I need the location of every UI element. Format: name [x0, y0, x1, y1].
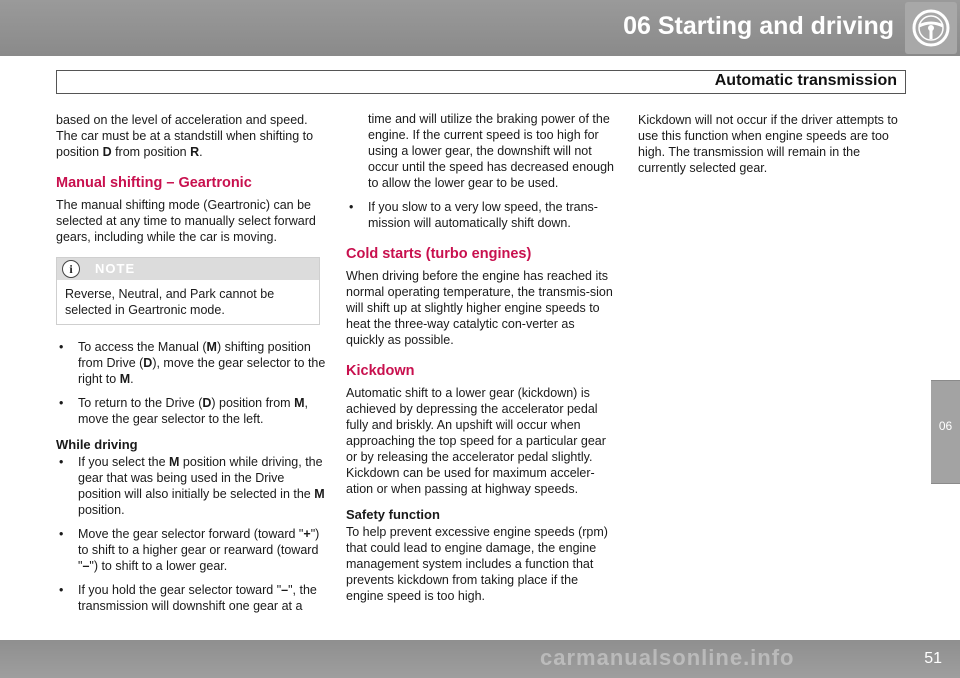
- header-bar: [0, 0, 960, 56]
- kickdown-paragraph: Automatic shift to a lower gear (kickdown) is achieved by depressing the accelerator pedal fully and briskly. An upshift will occur when approaching the top speed for a particular gear or by releasing the accelerator pedal slightly. Kickdown can be used for maximum acceler-ation or when passing at highway speeds.: [346, 386, 606, 496]
- chapter-title: 06 Starting and driving: [623, 12, 894, 40]
- intro-paragraph: [56, 112, 326, 160]
- heading-manual-shifting: Manual shifting – Geartronic: [56, 175, 252, 191]
- heading-safety-function: Safety function: [346, 507, 440, 522]
- steering-wheel-icon: [911, 8, 951, 48]
- note-box: [56, 257, 320, 325]
- heading-kickdown: Kickdown: [346, 363, 415, 379]
- note-text: Reverse, Neutral, and Park cannot be selected in Geartronic mode.: [65, 287, 275, 317]
- gear-m: M: [119, 372, 131, 386]
- text: position.: [78, 503, 125, 517]
- list-item: [56, 339, 326, 387]
- minus-symbol: –: [82, 559, 90, 573]
- bullet-icon: •: [349, 200, 354, 214]
- bullet-icon: •: [59, 527, 64, 541]
- intro-end: .: [199, 145, 203, 159]
- text: To return to the Drive (: [78, 396, 203, 410]
- heading-while-driving: While driving: [56, 437, 138, 452]
- kickdown-limit-paragraph: Kickdown will not occur if the driver attempts to use this function when engine speeds are too high. The transmission will remain in the currently selected gear.: [638, 113, 898, 175]
- list-item: [56, 582, 326, 614]
- note-header: [57, 258, 319, 280]
- text: If you select the: [78, 455, 170, 469]
- text: ), move the gear selector to the right to: [78, 356, 326, 386]
- list-item-continued: [346, 111, 616, 191]
- minus-symbol: –: [281, 583, 289, 597]
- gear-d: D: [202, 396, 212, 410]
- column-3: [638, 112, 908, 184]
- intro-mid: from position: [111, 145, 191, 159]
- text: If you hold the gear selector toward ": [78, 583, 282, 597]
- text: , move the gear selector to the left.: [78, 396, 308, 426]
- watermark: carmanualsonline.info: [540, 645, 795, 670]
- plus-symbol: +: [303, 527, 311, 541]
- text: Move the gear selector forward (toward ": [78, 527, 304, 541]
- gear-m: M: [206, 340, 217, 354]
- text: ") to shift to a higher gear or rearward (toward ": [78, 527, 320, 573]
- text: ) position from: [211, 396, 295, 410]
- note-label: NOTE: [95, 261, 136, 276]
- column-1: [56, 112, 326, 622]
- list-item: [56, 395, 326, 427]
- list-item: [56, 454, 326, 518]
- gear-m: M: [169, 455, 180, 469]
- manual-paragraph: The manual shifting mode (Geartronic) can be selected at any time to manually select forward gears, including while the car is moving.: [56, 198, 316, 244]
- safety-paragraph: To help prevent excessive engine speeds (rpm) that could lead to engine damage, the engine management system includes a function that prevents kickdown from taking place if the engine speed is too high.: [346, 525, 608, 603]
- chapter-side-tab: [931, 380, 960, 484]
- gear-d: D: [102, 145, 112, 159]
- footer-bar: [0, 640, 960, 678]
- bullet-icon: •: [59, 396, 64, 410]
- text: time and will utilize the braking power of the engine. If the current speed is too high for using a lower gear, the downshift will not occur until the speed has decreased enough to allow the lower gear to be used.: [368, 112, 615, 190]
- gear-m: M: [314, 487, 325, 501]
- text: .: [130, 372, 134, 386]
- text: ") to shift to a lower gear.: [89, 559, 228, 573]
- list-item: [56, 526, 326, 574]
- info-icon: i: [62, 260, 80, 278]
- list-item: [346, 199, 616, 231]
- section-header-box: [56, 70, 906, 94]
- intro-text: based on the level of acceleration and speed. The car must be at a standstill when shifting to position: [56, 113, 314, 159]
- text: To access the Manual (: [78, 340, 207, 354]
- gear-d: D: [143, 356, 153, 370]
- text: If you slow to a very low speed, the trans-mission will automatically shift down.: [368, 200, 598, 230]
- page-number: 51: [924, 650, 942, 667]
- text: ) shifting position from Drive (: [78, 340, 311, 370]
- bullet-icon: •: [59, 455, 64, 469]
- cold-starts-paragraph: When driving before the engine has reached its normal operating temperature, the transmis-sion will shift up at slightly higher engine speeds to heat the three-way catalytic con-verter as quickly as possible.: [346, 269, 613, 347]
- text: ", the transmission will downshift one gear at a: [78, 583, 317, 613]
- heading-cold-starts: Cold starts (turbo engines): [346, 246, 532, 262]
- side-tab-label: 06: [938, 419, 953, 433]
- gear-m: M: [294, 396, 305, 410]
- text: position while driving, the gear that was being used in the Drive position will also initially be selected in the: [78, 455, 323, 501]
- section-title: Automatic transmission: [714, 72, 897, 89]
- bullet-icon: •: [59, 340, 64, 354]
- column-2: [346, 112, 616, 612]
- steering-wheel-badge: [905, 2, 957, 54]
- gear-r: R: [190, 145, 200, 159]
- bullet-icon: •: [59, 583, 64, 597]
